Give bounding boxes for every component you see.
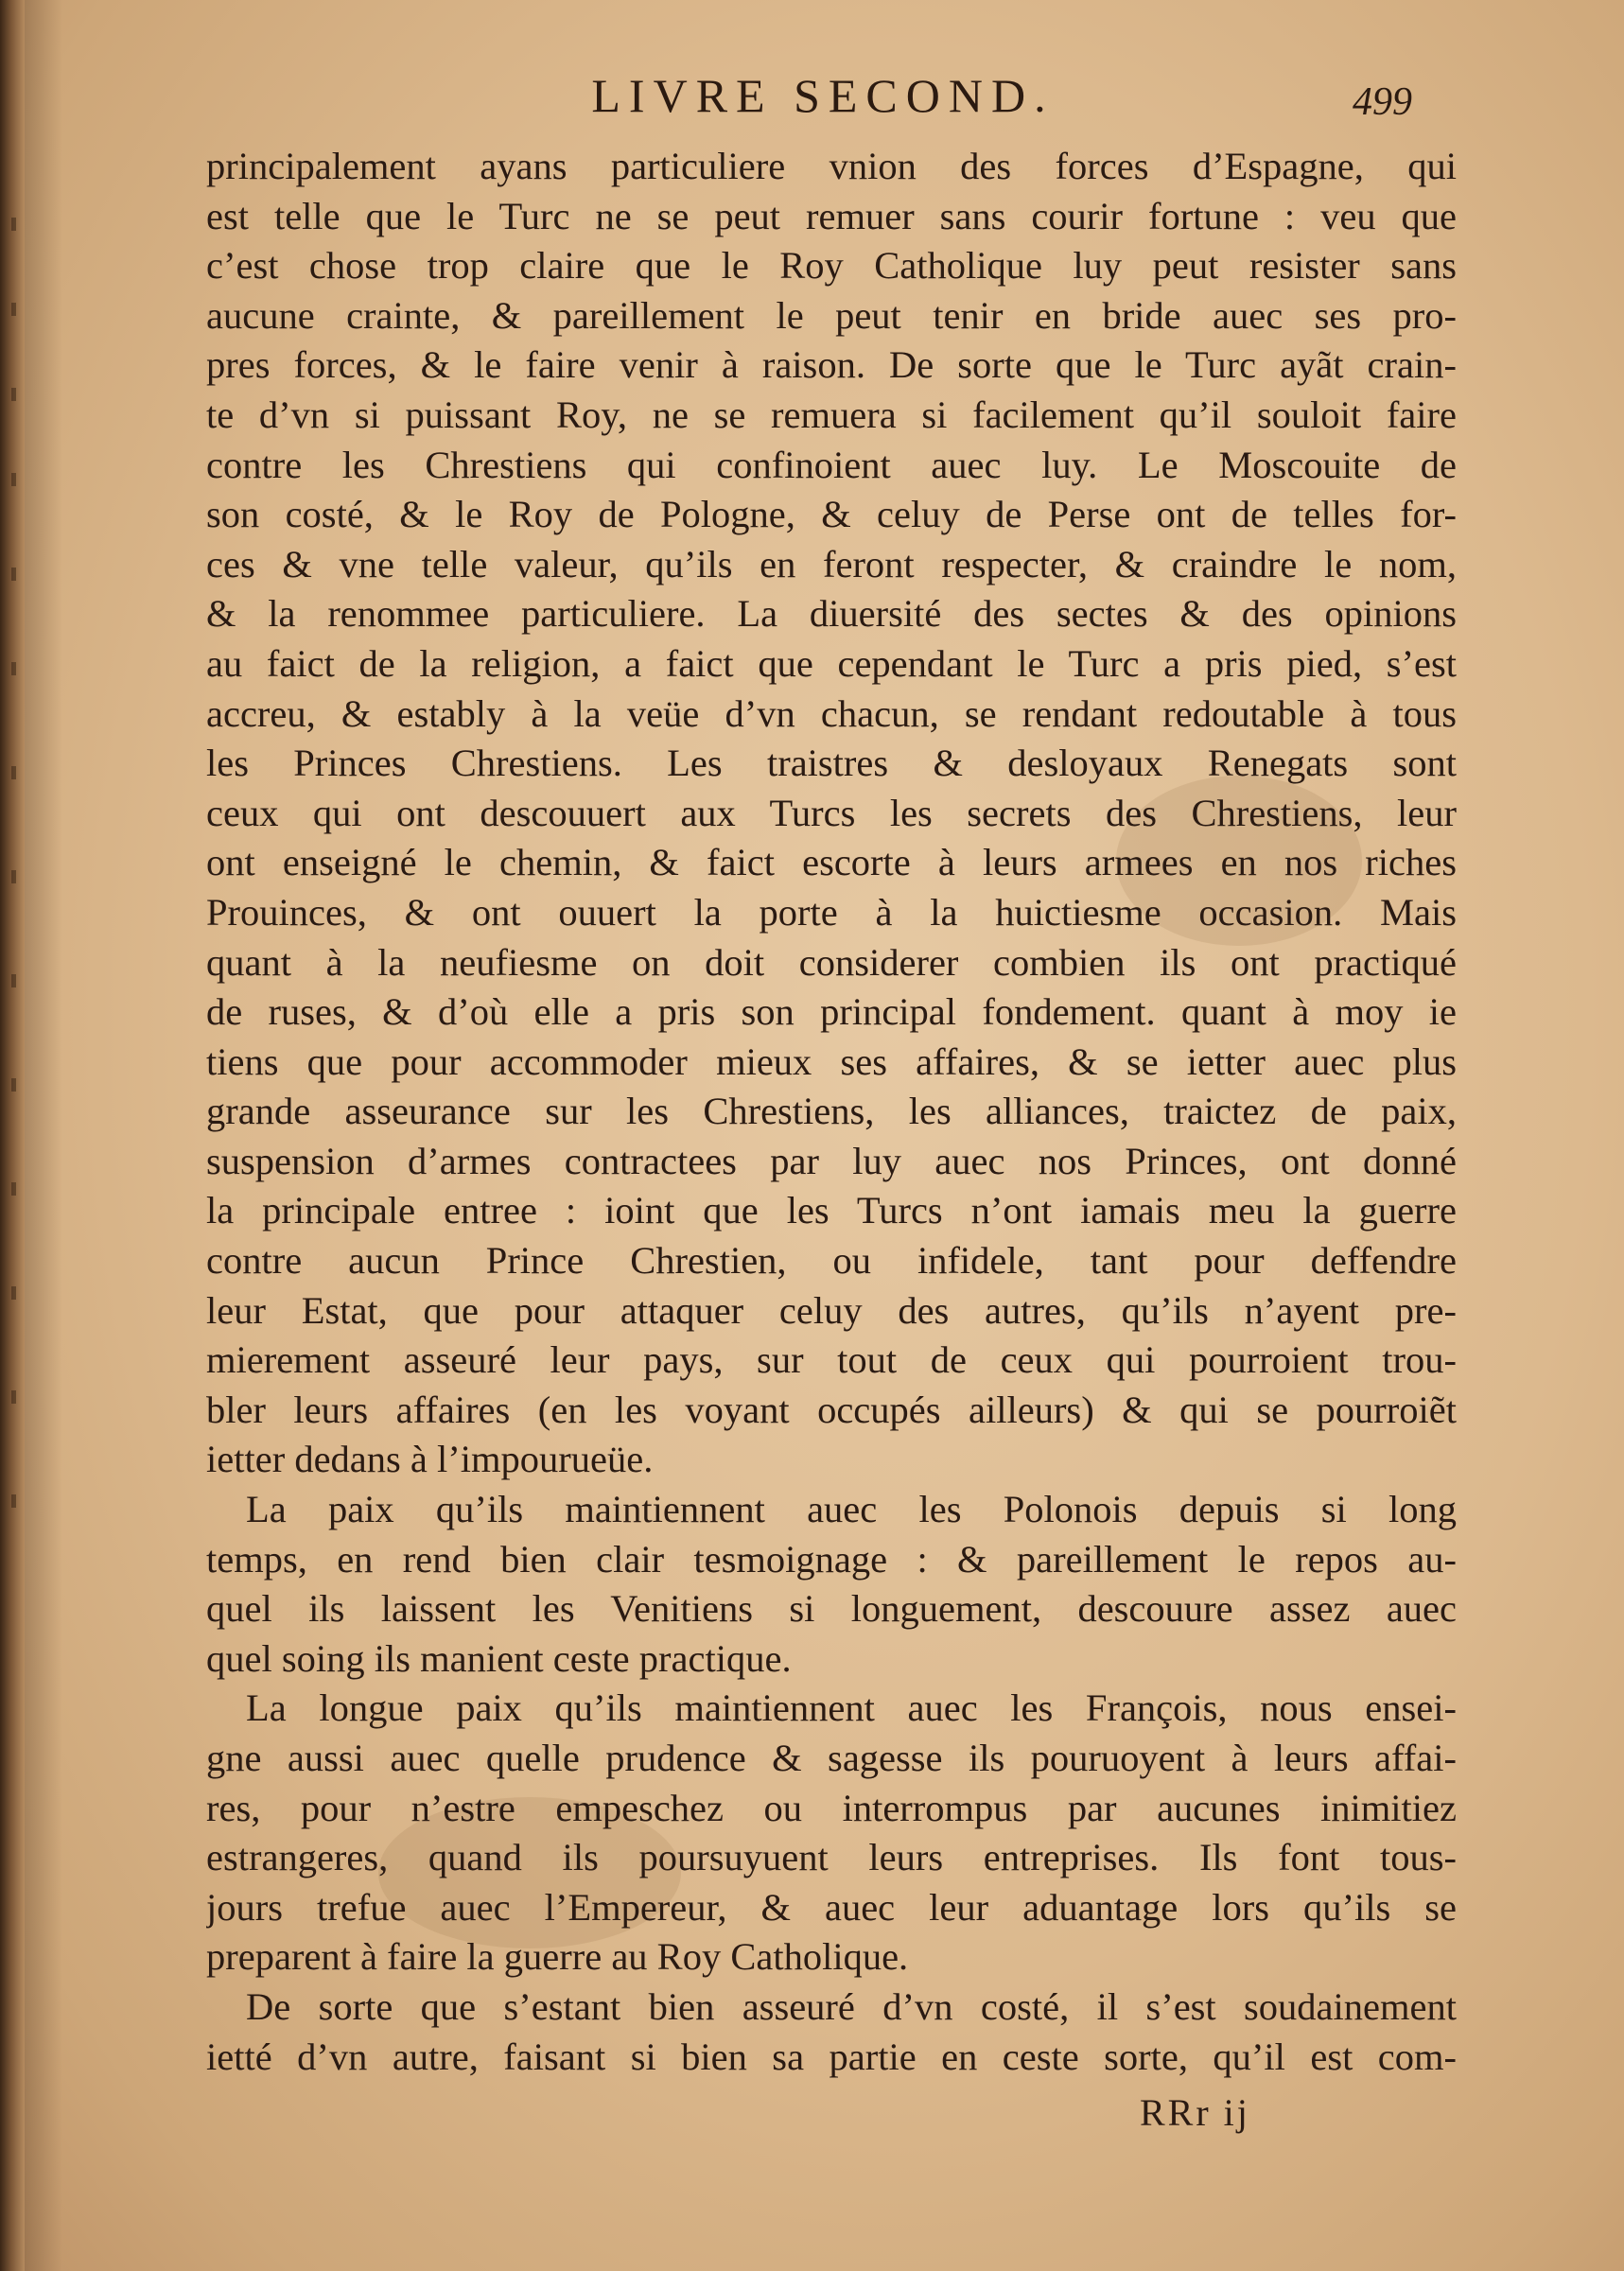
text-line: La longue paix qu’ils maintiennent auec les François, nous ensei-	[246, 1686, 1457, 1730]
text-line: & la renommee particuliere. La diuersité des sectes & des opinions	[206, 592, 1457, 636]
text-line: contre les Chrestiens qui confinoient auec luy. Le Moscouite de	[206, 443, 1457, 486]
text-line: preparent à faire la guerre au Roy Catholique.	[206, 1935, 909, 1979]
text-line: c’est chose trop claire que le Roy Catholique luy peut resister sans	[206, 244, 1457, 288]
text-line: est telle que le Turc ne se peut remuer sans courir fortune : veu que	[206, 194, 1457, 237]
running-title: LIVRE SECOND.	[591, 69, 1055, 122]
text-line: la principale entree : ioint que les Turcs n’ont iamais meu la guerre	[206, 1189, 1457, 1232]
body-text	[206, 142, 1457, 2082]
signature-mark: RRr ij	[1140, 2091, 1250, 2134]
text-line: accreu, & estably à la veüe d’vn chacun, se rendant redoutable à tous	[206, 691, 1457, 735]
text-line: leur Estat, que pour attaquer celuy des autres, qu’ils n’ayent pre-	[206, 1288, 1457, 1332]
text-line: res, pour n’estre empeschez ou interrompus par aucunes inimitiez	[206, 1786, 1457, 1829]
text-line: de ruses, & d’où elle a pris son principal fondement. quant à moy ie	[206, 990, 1457, 1034]
text-line: gne aussi auec quelle prudence & sagesse ils pouruoyent à leurs affai-	[206, 1737, 1457, 1779]
text-line: pres forces, & le faire venir à raison. De sorte que le Turc ayãt crain-	[206, 343, 1457, 387]
text-line: ces & vne telle valeur, qu’ils en feront respecter, & craindre le nom,	[206, 542, 1457, 585]
text-line: jours trefue auec l’Empereur, & auec leur aduantage lors qu’ils se	[206, 1885, 1457, 1929]
text-line: ceux qui ont descouuert aux Turcs les secrets des Chrestiens, leur	[206, 791, 1457, 834]
text-line: quel soing ils manient ceste practique.	[206, 1636, 792, 1680]
text-line: au faict de la religion, a faict que cependant le Turc a pris pied, s’est	[206, 641, 1457, 685]
text-line: mierement asseuré leur pays, sur tout de ceux qui pourroient trou-	[206, 1338, 1457, 1382]
text-line: ietté d’vn autre, faisant si bien sa partie en ceste sorte, qu’il est com-	[206, 2035, 1457, 2078]
text-line: La paix qu’ils maintiennent auec les Polonois depuis si long	[246, 1488, 1457, 1531]
text-line: contre aucun Prince Chrestien, ou infidele, tant pour deffendre	[206, 1239, 1457, 1283]
text-line: estrangeres, quand ils poursuyuent leurs entreprises. Ils font tous-	[206, 1836, 1457, 1879]
page-number: 499	[1353, 80, 1412, 124]
text-line: son costé, & le Roy de Pologne, & celuy de Perse ont de telles for-	[206, 493, 1457, 536]
text-line: principalement ayans particuliere vnion des forces d’Espagne, qui	[206, 145, 1457, 187]
text-line: ietter dedans à l’impourueüe.	[206, 1438, 654, 1481]
text-line: tiens que pour accommoder mieux ses affaires, & se ietter auec plus	[206, 1039, 1457, 1083]
text-line: grande asseurance sur les Chrestiens, les alliances, traictez de paix,	[206, 1090, 1457, 1133]
gutter-marks	[8, 189, 25, 1608]
page-fold-shadow	[25, 0, 62, 2271]
text-line: bler leurs affaires (en les voyant occupés ailleurs) & qui se pourroiẽt	[206, 1388, 1457, 1431]
text-line: les Princes Chrestiens. Les traistres & desloyaux Renegats sont	[206, 742, 1457, 785]
text-line: suspension d’armes contractees par luy auec nos Princes, ont donné	[206, 1139, 1457, 1182]
text-line: quel ils laissent les Venitiens si longuement, descouure assez auec	[206, 1587, 1457, 1631]
text-line: Prouinces, & ont ouuert la porte à la huictiesme occasion. Mais	[206, 890, 1457, 934]
text-line: quant à la neufiesme on doit considerer combien ils ont practiqué	[206, 940, 1457, 984]
text-line: te d’vn si puissant Roy, ne se remuera si facilement qu’il souloit faire	[206, 393, 1457, 436]
text-line: De sorte que s’estant bien asseuré d’vn costé, il s’est soudainement	[246, 1984, 1457, 2028]
text-line: ont enseigné le chemin, & faict escorte à leurs armees en nos riches	[206, 841, 1457, 884]
text-line: temps, en rend bien clair tesmoignage : & pareillement le repos au-	[206, 1537, 1457, 1581]
text-line: aucune crainte, & pareillement le peut tenir en bride auec ses pro-	[206, 293, 1457, 337]
